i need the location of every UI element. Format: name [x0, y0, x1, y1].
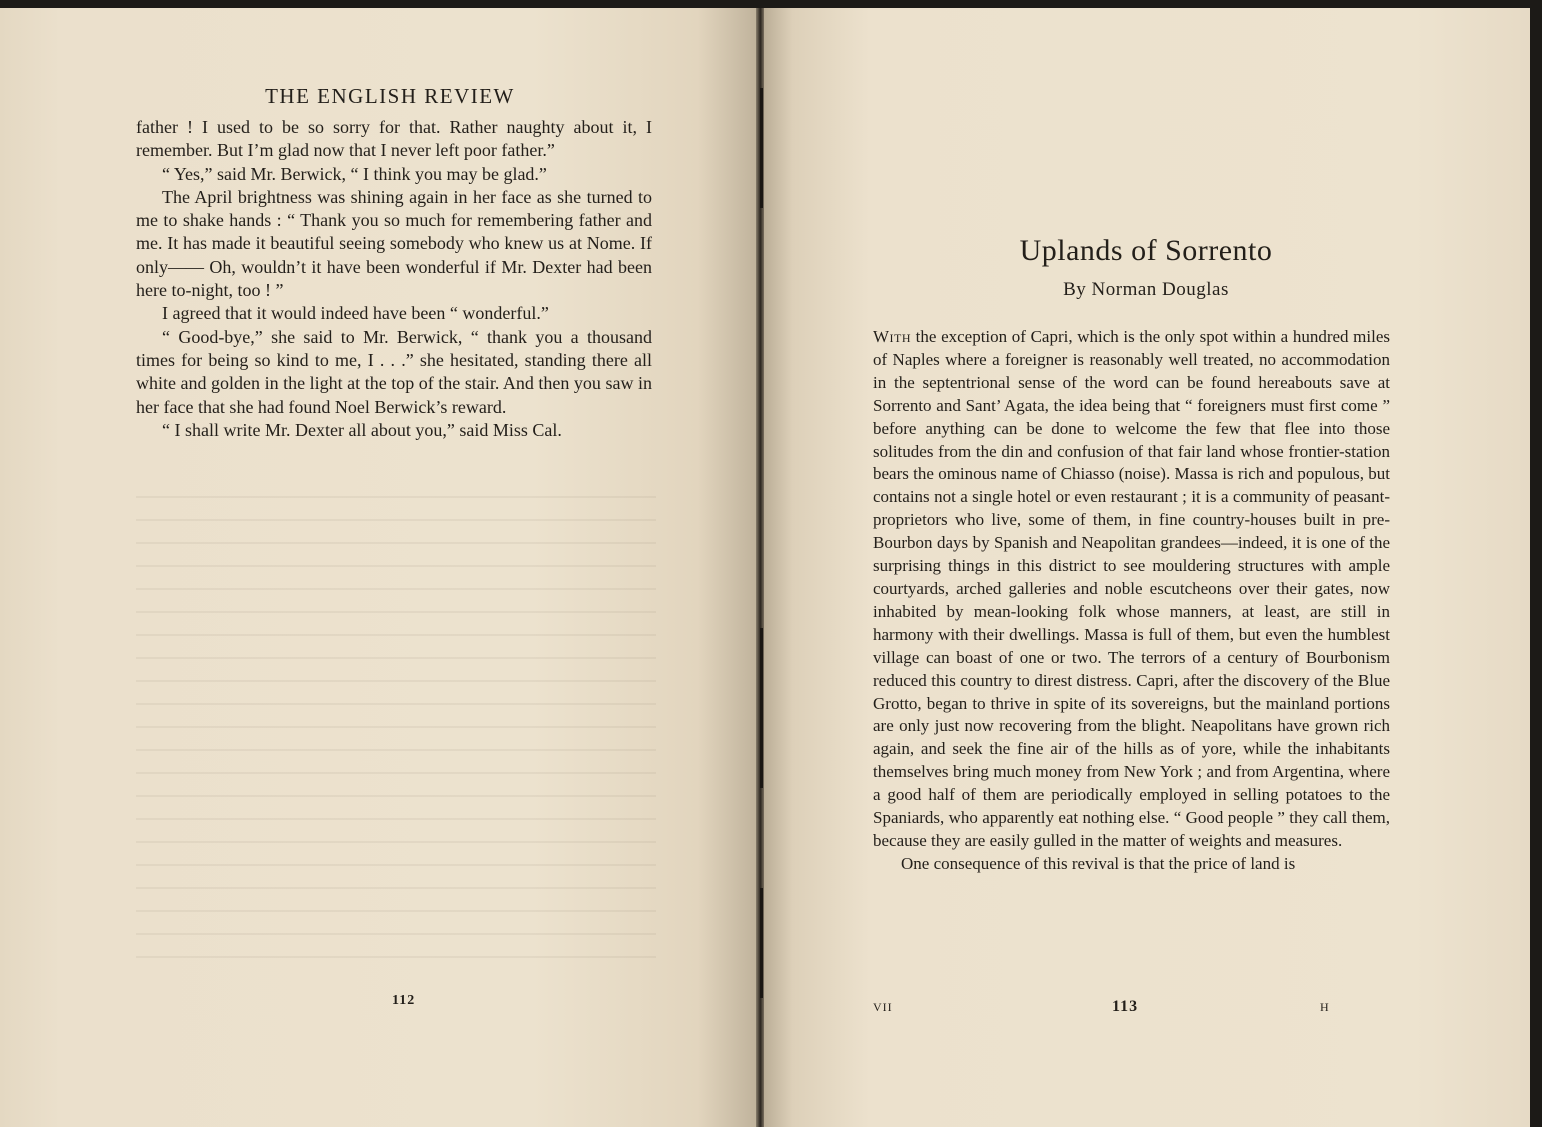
book-spread: [0, 8, 1530, 1127]
binding-thread: [760, 888, 763, 998]
right-page: [762, 8, 1530, 1127]
paragraph: [873, 326, 1390, 853]
opening-word: With: [873, 327, 912, 346]
signature-mark-right: H: [1320, 1000, 1330, 1014]
show-through-text: [136, 496, 656, 976]
paragraph: father ! I used to be so sorry for that. Rather naughty about it, I remember. But I’m glad now that I never left poor father.”: [136, 117, 652, 161]
paragraph: I agreed that it would indeed have been “ wonderful.”: [162, 303, 549, 324]
paragraph: One consequence of this revival is that the price of land is: [901, 853, 1296, 873]
signature-mark-left: VII: [873, 1000, 893, 1014]
binding-thread: [760, 628, 763, 788]
paragraph: “ Good-bye,” she said to Mr. Berwick, “ thank you a thousand times for being so kind to me, I . . .” she hesitated, standing there all white and golden in the light at the top of the stair. And then you saw in her face that she had found Noel Berwick’s reward.: [136, 326, 652, 417]
paragraph-text: the exception of Capri, which is the only spot within a hundred miles of Naples where a foreigner is reasonably well treated, no accommodation in the septentrional sense of the word can be found hereabouts save at Sorrento and Sant’ Agata, the idea being that “ foreigners must first come ” before anything can be done to welcome the few that flee into those solitudes from the din and confusion of that fair land whose frontier-station bears the ominous name of Chiasso (noise). Massa is rich and populous, but contains not a single hotel or even restaurant ; it is a community of peasant-proprietors who live, some of them, in fine country-houses built in pre-Bourbon days by Spanish and Neapolitan grandees—indeed, it is one of the surprising things in this district to see mouldering structures with ample courtyards, arched galleries and noble escutcheons over their gates, now inhabited by mean-looking folk whose manners, at least, are still in harmony with their dwellings. Massa is full of them, but even the humblest village can boast of one or two. The terrors of a century of Bourbonism reduced this country to direst distress. Capri, after the discovery of the Blue Grotto, began to thrive in spite of its sovereigns, but the mainland portions are only just now recovering from the blight. Neapolitans have grown rich again, and seek the fine air of the hills as of yore, while the inhabitants themselves bring much money from New York ; and from Argentina, where a good half of them are periodically employed in selling potatoes to the Spaniards, who apparently eat nothing else. “ Good people ” they call them, because they are easily gulled in the matter of weights and measures.: [873, 327, 1390, 850]
left-body-text: [136, 116, 652, 442]
running-head: THE ENGLISH REVIEW: [265, 84, 515, 108]
paragraph: “ Yes,” said Mr. Berwick, “ I think you may be glad.”: [162, 163, 547, 184]
page-number-left: 112: [392, 993, 416, 1008]
binding-thread: [760, 88, 763, 208]
left-page: [0, 8, 758, 1127]
article-byline: By Norman Douglas: [1063, 279, 1229, 300]
paragraph: The April brightness was shining again in her face as she turned to me to shake hands : “ Thank you so much for remembering father and me. It has made it beautiful seeing somebody who knew us at Nome. If only—— Oh, wouldn’t it have been wonderful if Mr. Dexter had been here to-night, too ! ”: [136, 186, 652, 301]
article-title: Uplands of Sorrento: [1019, 234, 1273, 267]
page-number-right: 113: [1112, 998, 1139, 1015]
paragraph: “ I shall write Mr. Dexter all about you,” said Miss Cal.: [162, 419, 562, 440]
right-body-text: [873, 326, 1390, 876]
